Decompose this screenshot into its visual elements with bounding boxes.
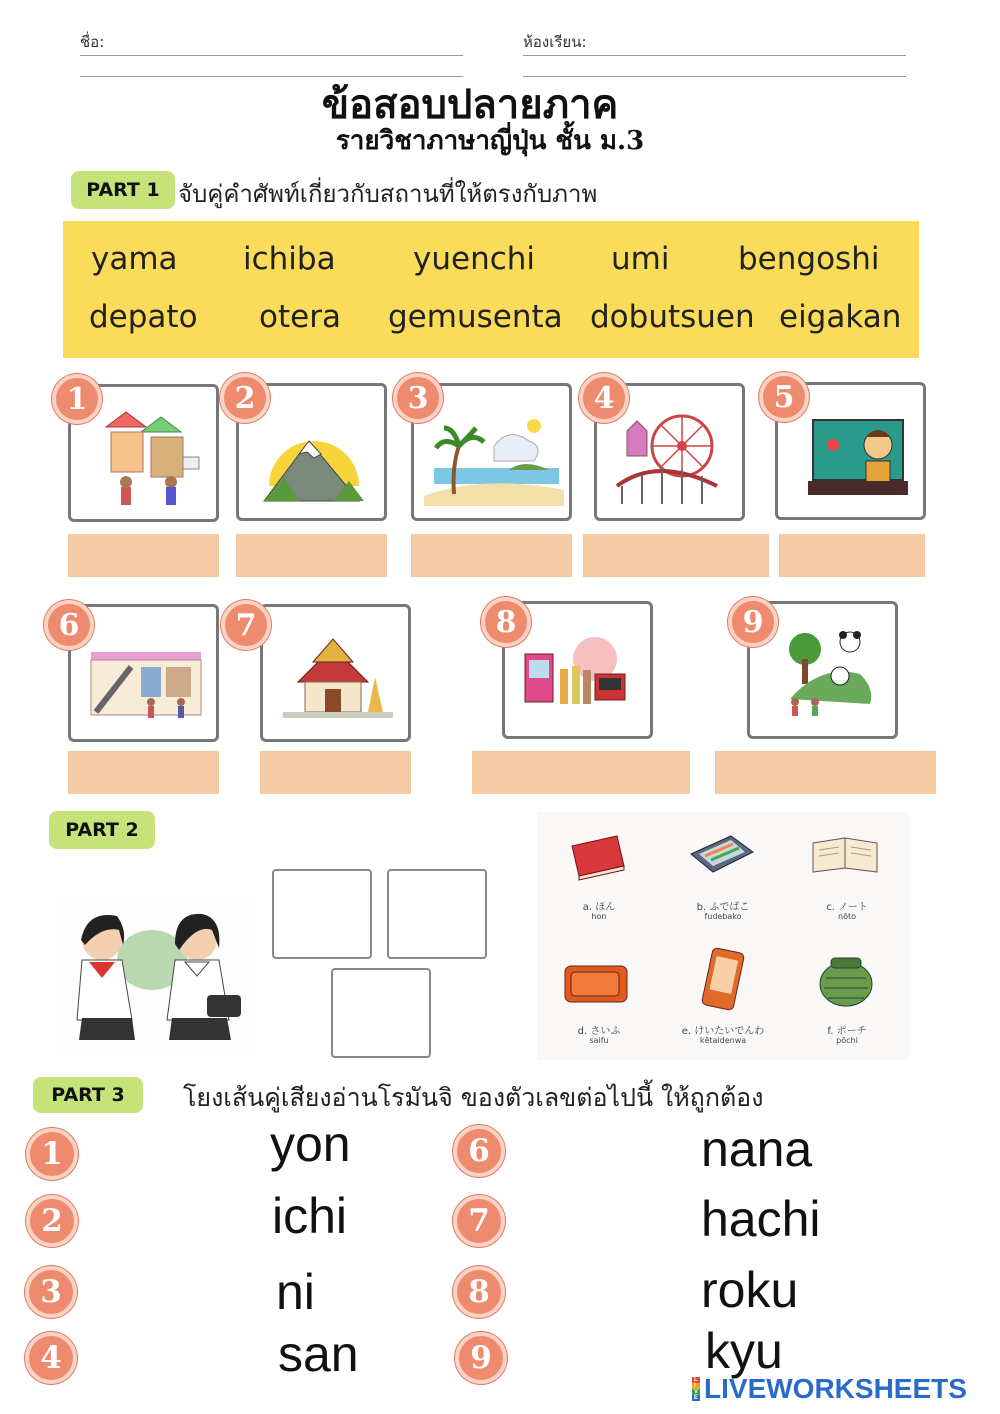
mobile-phone-icon (693, 944, 753, 1014)
answer-box-9[interactable] (715, 751, 936, 794)
number-circle-2[interactable]: 2 (26, 1195, 78, 1247)
answer-square-3[interactable] (331, 968, 431, 1058)
pouch-icon (811, 948, 881, 1012)
answer-box-4[interactable] (583, 534, 769, 577)
students-illustration (57, 900, 257, 1050)
logo-mark-icon: L I V E (694, 1377, 699, 1401)
number-circle-8[interactable]: 8 (453, 1266, 505, 1318)
number-circle-6[interactable]: 6 (453, 1125, 505, 1177)
romaji-yon[interactable]: yon (270, 1116, 351, 1172)
page-title: ข้อสอบปลายภาค (321, 81, 619, 128)
book-icon (562, 826, 632, 886)
answer-box-2[interactable] (236, 534, 387, 577)
vocab-item-ketaidenwa: e. けいたいでんわ kētaidenwa (661, 936, 785, 1060)
word-yuenchi[interactable]: yuenchi (413, 241, 536, 277)
vocab-item-noto: c. ノート nōto (785, 812, 909, 936)
liveworksheets-logo: L I V E LIVEWORKSHEETS (694, 1373, 967, 1404)
wallet-icon (557, 952, 637, 1012)
students-icon (57, 900, 257, 1050)
part2-badge: PART 2 (49, 811, 155, 849)
picture-number-1: 1 (52, 374, 102, 424)
temple-icon (263, 607, 408, 739)
word-umi[interactable]: umi (611, 241, 670, 277)
romaji-ichi[interactable]: ichi (272, 1188, 348, 1244)
picture-number-7: 7 (221, 600, 271, 650)
picture-number-4: 4 (579, 373, 629, 423)
answer-box-5[interactable] (779, 534, 925, 577)
vocab-item-pochi: f. ポーチ pōchi (785, 936, 909, 1060)
picture-temple (260, 604, 411, 742)
class-label: ห้องเรียน: (523, 33, 587, 51)
romaji-roku[interactable]: roku (701, 1262, 799, 1318)
number-circle-7[interactable]: 7 (453, 1195, 505, 1247)
word-yama[interactable]: yama (91, 241, 178, 277)
pencil-case-icon (681, 824, 761, 884)
word-dobutsuen[interactable]: dobutsuen (590, 299, 755, 335)
romaji-san[interactable]: san (278, 1326, 359, 1382)
word-otera[interactable]: otera (259, 299, 341, 335)
answer-square-1[interactable] (272, 869, 372, 959)
picture-number-3: 3 (393, 373, 443, 423)
part1-badge: PART 1 (71, 171, 175, 209)
answer-box-3[interactable] (411, 534, 572, 577)
vocab-item-fudebako: b. ふでばこ fudebako (661, 812, 785, 936)
romaji-kyu[interactable]: kyu (705, 1323, 783, 1379)
picture-number-6: 6 (44, 600, 94, 650)
romaji-hachi[interactable]: hachi (701, 1191, 821, 1247)
romaji-nana[interactable]: nana (701, 1121, 813, 1177)
number-circle-4[interactable]: 4 (25, 1332, 77, 1384)
part3-badge: PART 3 (33, 1077, 143, 1113)
vocab-panel (537, 812, 909, 1060)
page-subtitle: รายวิชาภาษาญี่ปุ่น ชั้น ม.3 (335, 126, 645, 156)
vocab-item-saifu: d. さいふ saifu (537, 936, 661, 1060)
number-circle-1[interactable]: 1 (26, 1128, 78, 1180)
picture-number-8: 8 (481, 597, 531, 647)
picture-number-2: 2 (220, 373, 270, 423)
answer-box-8[interactable] (472, 751, 690, 794)
answer-box-6[interactable] (68, 751, 219, 794)
answer-box-7[interactable] (260, 751, 411, 794)
word-bengoshi[interactable]: bengoshi (738, 241, 880, 277)
name-label: ชื่อ: (80, 33, 105, 51)
word-gemusenta[interactable]: gemusenta (388, 299, 563, 335)
picture-number-9: 9 (728, 597, 778, 647)
answer-box-1[interactable] (68, 534, 219, 577)
word-eigakan[interactable]: eigakan (779, 299, 902, 335)
number-circle-9[interactable]: 9 (455, 1332, 507, 1384)
number-circle-3[interactable]: 3 (25, 1266, 77, 1318)
part3-instruction: โยงเส้นคู่เสียงอ่านโรมันจิ ของตัวเลขต่อไปนี้ ให้ถูกต้อง (183, 1083, 764, 1112)
name-line[interactable] (80, 55, 463, 56)
word-depato[interactable]: depato (89, 299, 198, 335)
vocab-item-hon: a. ほん hon (537, 812, 661, 936)
class-line[interactable] (523, 55, 906, 56)
romaji-ni[interactable]: ni (276, 1264, 315, 1320)
part1-instruction: จับคู่คำศัพท์เกี่ยวกับสถานที่ให้ตรงกับภาพ (178, 180, 598, 208)
word-bank (63, 221, 919, 358)
answer-square-2[interactable] (387, 869, 487, 959)
word-ichiba[interactable]: ichiba (243, 241, 336, 277)
picture-number-5: 5 (759, 372, 809, 422)
notebook-icon (805, 828, 885, 878)
